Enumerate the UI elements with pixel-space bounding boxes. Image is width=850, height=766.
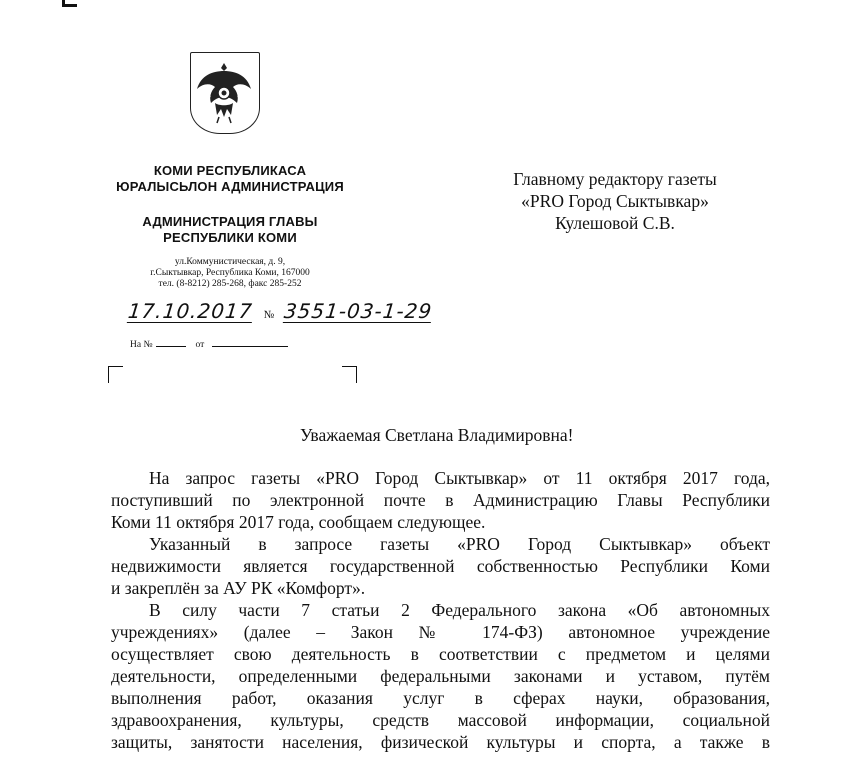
- sender-name-russian: [110, 214, 350, 246]
- body-line: поступивший по электронной почте в Администрацию Главы Республики: [111, 490, 770, 510]
- registration-number: 3551-03-1-29: [282, 299, 434, 323]
- sender-address: [110, 257, 350, 290]
- registration-number-sign: №: [263, 309, 275, 321]
- sender-komi-line-1: КОМИ РЕСПУБЛИКАСА: [153, 163, 307, 178]
- scan-corner-mark: [62, 0, 77, 7]
- body-line: Указанный в запросе газеты «PRO Город Сыктывкар» объект: [149, 534, 770, 554]
- recipient-block: [470, 168, 760, 234]
- body-line: и закреплён за АУ РК «Комфорт».: [111, 578, 366, 598]
- address-street: ул.Коммунистическая, д. 9,: [174, 257, 286, 267]
- body-line: На запрос газеты «PRO Город Сыктывкар» от 11 октября 2017 года,: [149, 468, 770, 488]
- reference-row: [130, 338, 288, 350]
- coat-of-arms-emblem: [190, 52, 260, 134]
- address-window-corner-right: [342, 366, 357, 383]
- body-line: здравоохранения, культуры, средств массовой информации, социальной: [111, 710, 770, 730]
- body-line: учреждениях» (далее – Закон № 174-ФЗ) автономное учреждение: [111, 622, 770, 642]
- body-line: осуществляет свою деятельность в соответствии с предметом и целями: [111, 644, 770, 664]
- reference-prefix: На №: [130, 340, 153, 350]
- body-line: Коми 11 октября 2017 года, сообщаем следующее.: [111, 512, 486, 532]
- sender-name-komi: [110, 163, 350, 195]
- recipient-line-1: Главному редактору газеты: [513, 169, 717, 189]
- sender-komi-line-2: ЮРАЛЫСЬЛОН АДМИНИСТРАЦИЯ: [116, 179, 344, 194]
- registration-date: 17.10.2017: [126, 299, 254, 323]
- body-line: В силу части 7 статьи 2 Федерального закона «Об автономных: [149, 600, 770, 620]
- body-line: деятельности, определенными федеральными законами и уставом, путём: [111, 666, 770, 686]
- body-line: защиты, занятости населения, физической культуры и спорта, а также в: [111, 732, 770, 752]
- address-city: г.Сыктывкар, Республика Коми, 167000: [150, 268, 310, 278]
- recipient-line-2: «PRO Город Сыктывкар»: [521, 191, 709, 211]
- address-window-corner-left: [108, 366, 123, 383]
- body-line: недвижимости является государственной собственностью Республики Коми: [111, 556, 770, 576]
- bird-emblem-icon: [191, 53, 258, 132]
- reference-date-blank: [212, 338, 288, 347]
- body-line: выполнения работ, оказания услуг в сферах науки, образования,: [111, 688, 770, 708]
- address-phone: тел. (8-8212) 285-268, факс 285-252: [158, 279, 302, 289]
- sender-admin-line-1: АДМИНИСТРАЦИЯ ГЛАВЫ: [142, 214, 318, 229]
- letter-body: [111, 467, 770, 753]
- registration-row: [128, 300, 432, 326]
- reference-number-blank: [156, 338, 186, 347]
- greeting: Уважаемая Светлана Владимировна!: [300, 425, 574, 445]
- sender-admin-line-2: РЕСПУБЛИКИ КОМИ: [163, 230, 297, 245]
- reference-from-label: от: [195, 340, 205, 350]
- recipient-line-3: Кулешовой С.В.: [555, 213, 675, 233]
